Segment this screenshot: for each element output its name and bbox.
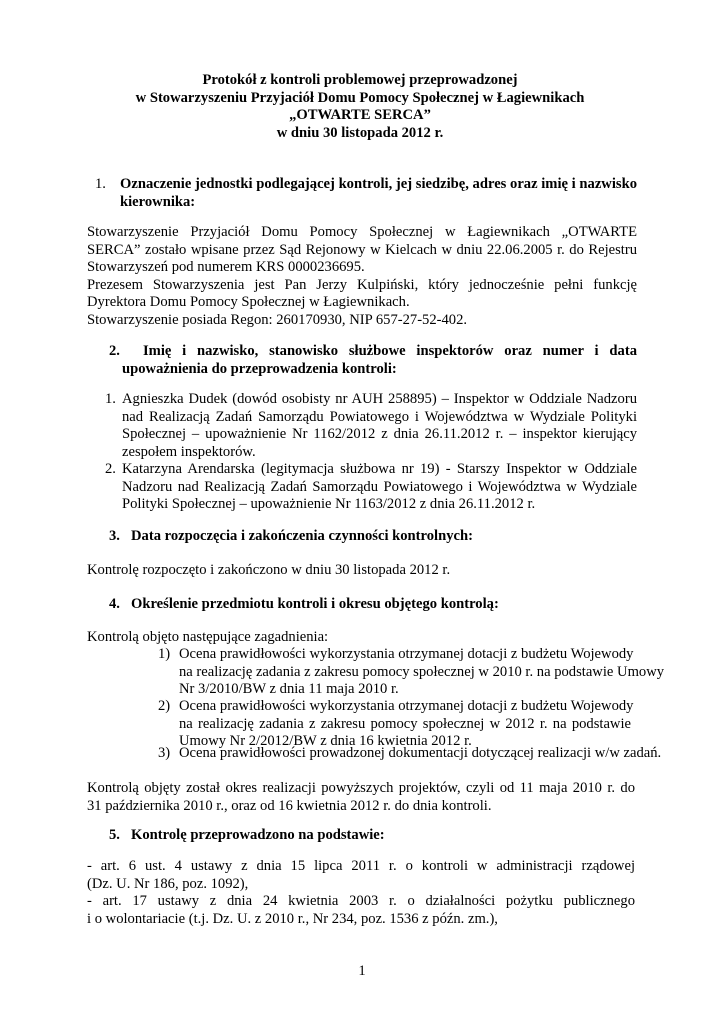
heading-line: Kontrolę przeprowadzono na podstawie: bbox=[131, 827, 385, 843]
section-1-paragraph bbox=[87, 224, 637, 330]
text-line: Prezesem Stowarzyszenia jest Pan Jerzy Kulpiński, który jednocześnie pełni funkcję bbox=[87, 276, 637, 293]
text-line: Ocena prawidłowości prowadzonej dokumentacji dotyczącej realizacji w/w zadań. bbox=[179, 745, 662, 761]
subject-3-number: 3) bbox=[158, 745, 171, 761]
heading-line: upoważnienia do przeprowadzenia kontroli: bbox=[122, 361, 397, 377]
heading-line: Imię i nazwisko, stanowisko służbowe inspektorów oraz numer i data bbox=[143, 343, 637, 359]
text-line: Stowarzyszenie Przyjaciół Domu Pomocy Społecznej w Łagiewnikach „OTWARTE bbox=[87, 224, 637, 240]
section-5-basis bbox=[87, 858, 635, 928]
text-line: Stowarzyszenie posiada Regon: 260170930, NIP 657-27-52-402. bbox=[87, 311, 468, 328]
text-line: (Dz. U. Nr 186, poz. 1092), bbox=[87, 875, 249, 892]
heading-line: Data rozpoczęcia i zakończenia czynności kontrolnych: bbox=[131, 528, 473, 544]
title-line: w Stowarzyszeniu Przyjaciół Domu Pomocy Społecznej w Łagiewnikach bbox=[135, 89, 585, 106]
subject-3 bbox=[179, 745, 662, 763]
title-line: w dniu 30 listopada 2012 r. bbox=[276, 124, 444, 141]
text-line: i o wolontariacie (t.j. Dz. U. z 2010 r., Nr 234, poz. 1536 z późn. zm.), bbox=[87, 910, 498, 927]
text-line: Kontrolą objęty został okres realizacji powyższych projektów, czyli od 11 maja 2010 r. do bbox=[87, 780, 635, 796]
section-2-heading bbox=[143, 343, 637, 361]
section-1-heading bbox=[120, 176, 637, 211]
text-line: Kontrolę rozpoczęto i zakończono w dniu 30 listopada 2012 r. bbox=[87, 562, 451, 578]
text-line: Stowarzyszeń pod numerem KRS 0000236695. bbox=[87, 259, 365, 276]
heading-line: Oznaczenie jednostki podlegającej kontroli, jej siedzibę, adres oraz imię i nazwisko bbox=[120, 176, 637, 192]
section-2-heading-cont bbox=[122, 361, 637, 379]
subject-1 bbox=[179, 646, 665, 699]
text-line: Nr 3/2010/BW z dnia 11 maja 2010 r. bbox=[179, 681, 399, 698]
text-line: zespołem inspektorów. bbox=[122, 443, 256, 460]
text-line: Katarzyna Arendarska (legitymacja służbowa nr 19) - Starszy Inspektor w Oddziale bbox=[122, 461, 637, 477]
section-4-period bbox=[87, 780, 635, 815]
heading-line: Określenie przedmiotu kontroli i okresu objętego kontrolą: bbox=[131, 596, 499, 612]
section-2-number: 2. bbox=[109, 343, 120, 359]
subject-2 bbox=[179, 698, 634, 751]
section-5-number: 5. bbox=[109, 827, 120, 843]
section-3-paragraph bbox=[87, 562, 637, 580]
heading-line: kierownika: bbox=[120, 193, 196, 210]
text-line: - art. 6 ust. 4 ustawy z dnia 15 lipca 2011 r. o kontroli w administracji rządowej bbox=[87, 858, 635, 874]
text-line: Ocena prawidłowości wykorzystania otrzymanej dotacji z budżetu Wojewody bbox=[179, 646, 634, 662]
text-line: na realizację zadania z zakresu pomocy społecznej w 2012 r. na podstawie bbox=[179, 715, 631, 732]
text-line: - art. 17 ustawy z dnia 24 kwietnia 2003 r. o działalności pożytku publicznego bbox=[87, 893, 635, 910]
text-line: Dyrektora Domu Pomocy Społecznej w Łagiewnikach. bbox=[87, 294, 410, 311]
inspector-1 bbox=[122, 391, 637, 461]
text-line: Nadzoru nad Realizacją Zadań Samorządu Powiatowego i Województwa w Wydziale bbox=[122, 478, 637, 495]
subject-2-number: 2) bbox=[158, 698, 171, 714]
inspector-2-number: 2. bbox=[105, 461, 116, 477]
text-line: 31 października 2010 r., oraz od 16 kwietnia 2012 r. do dnia kontroli. bbox=[87, 797, 492, 814]
text-line: Społecznej – upoważnienie Nr 1162/2012 z dnia 26.11.2012 r. – inspektor kierujący bbox=[122, 426, 637, 443]
title-line: „OTWARTE SERCA” bbox=[289, 107, 431, 124]
inspector-2 bbox=[122, 461, 637, 514]
text-line: Polityki Społecznej – upoważnienie Nr 1163/2012 z dnia 26.11.2012 r. bbox=[122, 496, 536, 513]
section-4-intro bbox=[87, 629, 637, 647]
document-title bbox=[60, 72, 660, 142]
section-3-heading bbox=[131, 528, 637, 546]
text-line: na realizację zadania z zakresu pomocy społecznej w 2010 r. na podstawie Umowy bbox=[179, 663, 665, 680]
text-line: Agnieszka Dudek (dowód osobisty nr AUH 258895) – Inspektor w Oddziale Nadzoru bbox=[122, 391, 637, 407]
section-1-number: 1. bbox=[95, 176, 106, 192]
text-line: nad Realizacją Zadań Samorządu Powiatowego i Województwa w Wydziale Polityki bbox=[122, 408, 637, 425]
text-line: SERCA” zostało wpisane przez Sąd Rejonowy w Kielcach w dniu 22.06.2005 r. do Rejestru bbox=[87, 241, 637, 258]
subject-1-number: 1) bbox=[158, 646, 171, 662]
page-number: 1 bbox=[358, 963, 366, 979]
text-line: Ocena prawidłowości wykorzystania otrzymanej dotacji z budżetu Wojewody bbox=[179, 698, 634, 714]
text-line: Kontrolą objęto następujące zagadnienia: bbox=[87, 629, 329, 645]
text-line: Umowy Nr 2/2012/BW z dnia 16 kwietnia 2012 r. bbox=[179, 733, 472, 750]
section-3-number: 3. bbox=[109, 528, 120, 544]
section-4-number: 4. bbox=[109, 596, 120, 612]
title-line: Protokół z kontroli problemowej przeprowadzonej bbox=[202, 72, 518, 88]
inspector-1-number: 1. bbox=[105, 391, 116, 407]
section-5-heading bbox=[131, 827, 637, 845]
section-4-heading bbox=[131, 596, 637, 614]
